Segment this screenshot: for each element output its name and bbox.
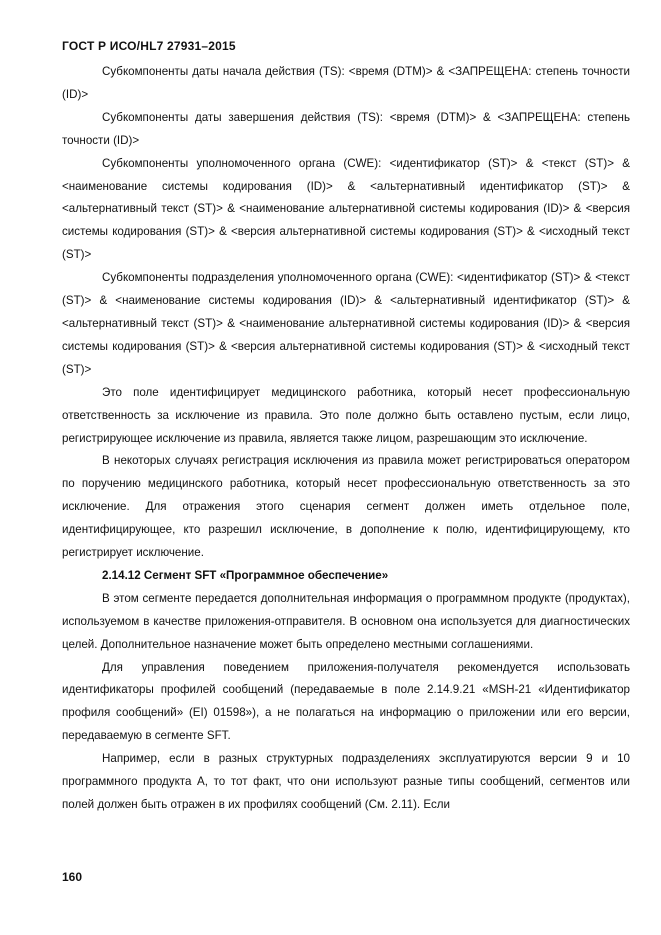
paragraph-example: Например, если в разных структурных подразделениях эксплуатируются версии 9 и 10 программного продукта А, то тот факт, что они используют разные типы сообщений, сегментов или полей должен быть отражен в их профилях сообщений (См. 2.11). Если	[62, 752, 630, 811]
paragraph-field-description: Это поле идентифицирует медицинского работника, который несет профессиональную ответственность за исключение из правила. Это поле должно быть оставлено пустым, если лицо, регистрирующее исключение из правила, является также лицом, разрешающим это исключение.	[62, 385, 630, 445]
paragraph-start-date-subcomponents: Субкомпоненты даты начала действия (TS): <время (DTM)> & <ЗАПРЕЩЕНА: степень точности (ID)>	[62, 65, 630, 101]
section-heading-sft: 2.14.12 Сегмент SFT «Программное обеспечение»	[102, 568, 389, 582]
document-body	[62, 61, 630, 817]
paragraph-authority-subcomponents: Субкомпоненты уполномоченного органа (CWE): <идентификатор (ST)> & <текст (ST)> & <наименование системы кодирования (ID)> & <альтернативный идентификатор (ST)> & <альтернативный текст (ST)> & <наименование альтернативной системы кодирования (ID)> & <версия системы кодирования (ST)> & <версия альтернативной системы кодирования (ST)> & <исходный текст (ST)>	[62, 156, 630, 262]
standard-header: ГОСТ Р ИСО/HL7 27931–2015	[62, 39, 236, 53]
paragraph-authority-division-subcomponents: Субкомпоненты подразделения уполномоченного органа (CWE): <идентификатор (ST)> & <текст (ST)> & <наименование системы кодирования (ID)> & <альтернативный идентификатор (ST)> & <альтернативный текст (ST)> & <наименование альтернативной системы кодирования (ID)> & <версия системы кодирования (ST)> & <версия альтернативной системы кодирования (ST)> & <исходный текст (ST)>	[62, 271, 630, 376]
paragraph-end-date-subcomponents: Субкомпоненты даты завершения действия (TS): <время (DTM)> & <ЗАПРЕЩЕНА: степень точности (ID)>	[62, 110, 630, 147]
paragraph-operator-registration: В некоторых случаях регистрация исключения из правила может регистрироваться оператором по поручению медицинского работника, который несет профессиональную ответственность за это исключение. Для отражения этого сценария сегмент должен иметь отдельное поле, идентифицирующее, кто разрешил исключение, в дополнение к полю, идентифицирующему, кто регистрирует исключение.	[62, 454, 630, 560]
paragraph-message-profiles: Для управления поведением приложения-получателя рекомендуется использовать идентификаторы профилей сообщений (передаваемые в поле 2.14.9.21 «MSH-21 «Идентификатор профиля сообщений» (EI) 01598»), а не полагаться на информацию о приложении или его версии, передаваемую в сегменте SFT.	[62, 660, 630, 743]
page-number: 160	[62, 870, 83, 884]
paragraph-sft-purpose: В этом сегменте передается дополнительная информация о программном продукте (продуктах), используемом в качестве приложения-отправителя. В основном она используется для диагностических целей. Дополнительное назначение может быть определено местными соглашениями.	[62, 591, 630, 651]
